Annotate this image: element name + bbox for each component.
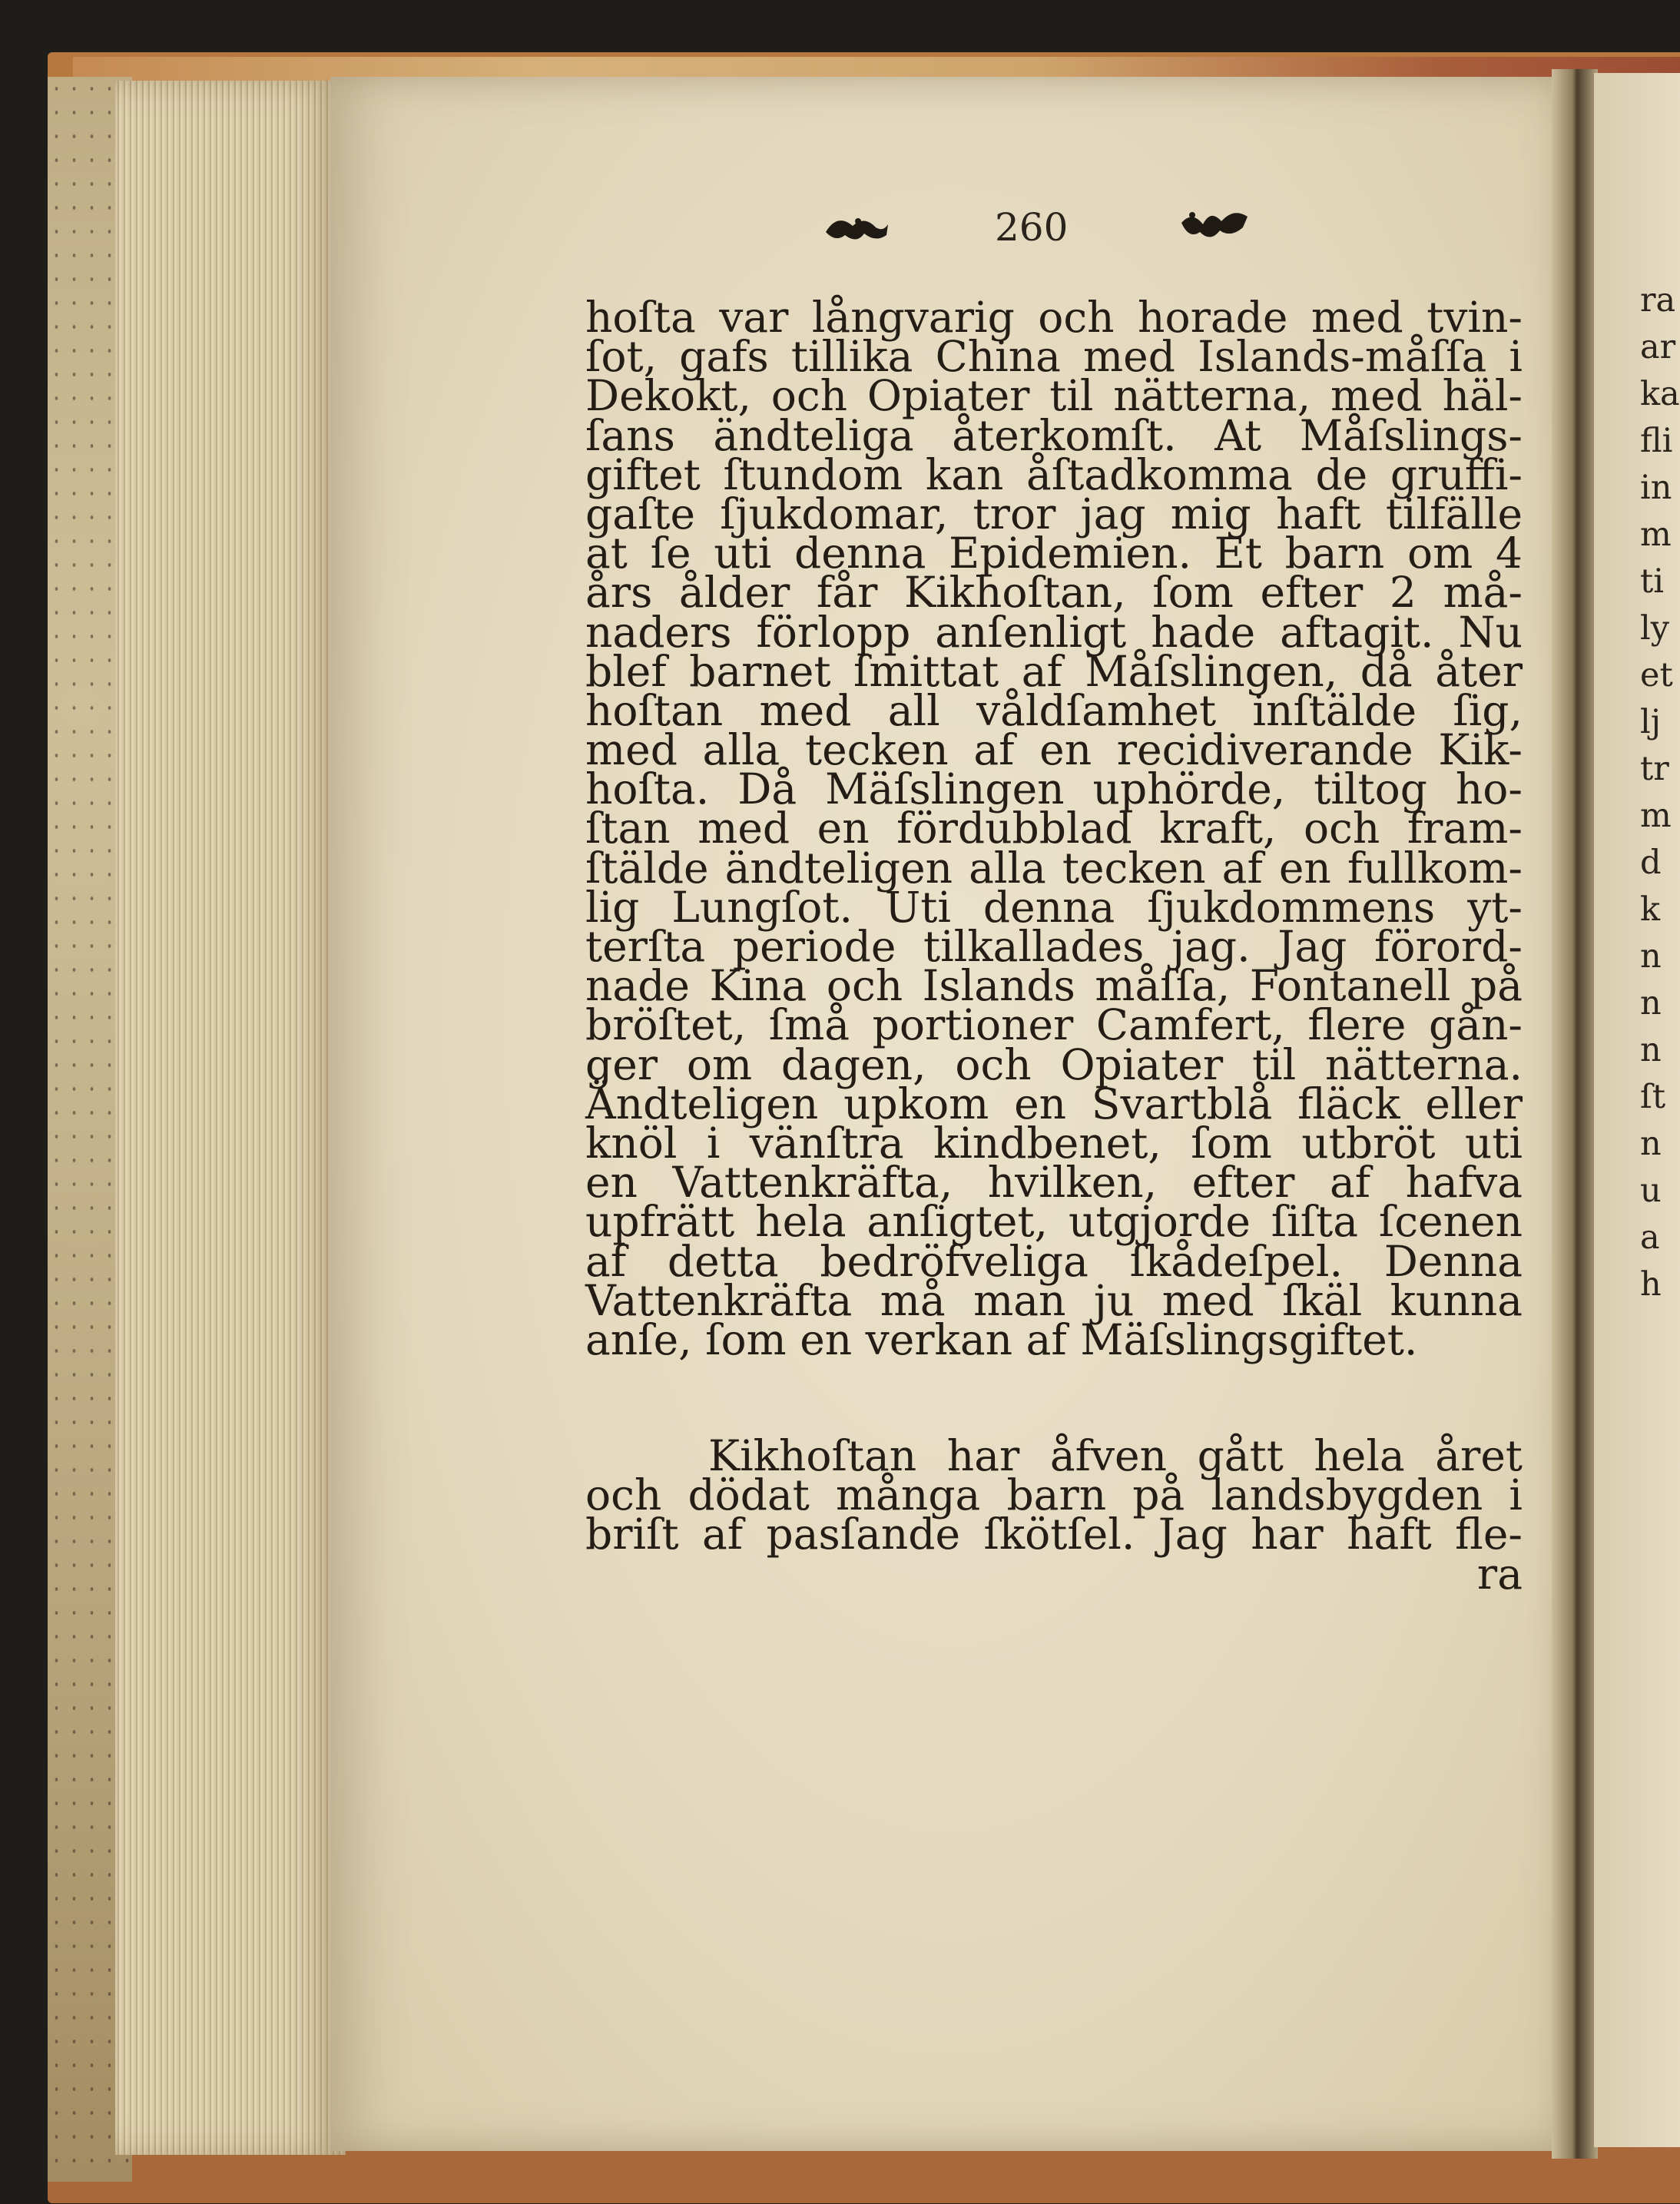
facing-page-fragment: et (1640, 656, 1673, 694)
text-line: terſta periode tilkallades jag. Jag förord- (585, 922, 1523, 971)
text-line: anſe, ſom en verkan af Mäſslingsgiftet. (585, 1314, 1418, 1364)
facing-page-fragment: ka (1640, 375, 1680, 413)
facing-page-fragment: n (1640, 984, 1662, 1022)
text-line: hoſta. Då Mäſslingen uphörde, tiltog ho- (585, 764, 1523, 814)
paragraph-2 (585, 1431, 1523, 1559)
text-line: och dödat många barn på landsbygden i (585, 1470, 1523, 1520)
text-line: af detta bedröfveliga ſkådeſpel. Denna (585, 1236, 1523, 1286)
facing-page-fragment: lj (1640, 703, 1662, 741)
facing-page-fragment: ſt (1640, 1078, 1666, 1116)
page-number: 260 (995, 205, 1069, 250)
facing-page-fragment: ti (1640, 562, 1665, 601)
facing-page-fragment: fli (1640, 422, 1673, 460)
text-line: naders förlopp anſenligt hade aftagit. Nu (585, 607, 1523, 657)
facing-page-fragment: h (1640, 1265, 1662, 1304)
facing-page-fragment: ar (1640, 328, 1676, 366)
facing-page-fragment: m (1640, 515, 1672, 554)
text-line: hoſtan med all våldſamhet inſtälde ſig, (585, 685, 1523, 735)
facing-page-fragment: m (1640, 797, 1672, 835)
text-line: nade Kina och Islands måſſa, Fontanell på (585, 961, 1523, 1011)
facing-page-fragment: n (1640, 937, 1662, 976)
facing-page-fragment: u (1640, 1172, 1662, 1210)
facing-page-fragment: tr (1640, 750, 1669, 788)
facing-page-fragment: d (1640, 843, 1662, 882)
facing-page-fragment: ly (1640, 609, 1670, 648)
catchword: ra (1476, 1549, 1523, 1599)
body-text (585, 293, 1523, 1599)
text-line: Ändteligen upkom en Svartblå fläck eller (585, 1079, 1523, 1129)
text-line: at ſe uti denna Epidemien. Et barn om 4 (585, 529, 1523, 578)
text-line: ger om dagen, och Opiater til nätterna. (585, 1039, 1523, 1089)
text-line: giftet ſtundom kan åſtadkomma de gruffi- (585, 449, 1523, 499)
fleuron-right-icon (1175, 204, 1252, 247)
fleuron-left-icon (822, 209, 891, 247)
page-edges (115, 81, 346, 2155)
text-line: ſans ändteliga återkomſt. At Måſslings- (585, 410, 1523, 460)
text-line: ſtälde ändteligen alla tecken af en fullkom- (585, 843, 1523, 893)
facing-page-fragment: k (1640, 890, 1661, 929)
facing-page-fragment: ra (1640, 281, 1676, 320)
text-line: Dekokt, och Opiater til nätterna, med häl- (585, 371, 1523, 421)
text-line: års ålder får Kikhoſtan, ſom efter 2 må- (585, 568, 1523, 618)
text-line: en Vattenkräfta, hvilken, efter af hafva (585, 1158, 1523, 1208)
paragraph-1 (585, 293, 1523, 1364)
text-line: gaſte ſjukdomar, tror jag mig haft tilfälle (585, 489, 1523, 539)
facing-page-fragment: n (1640, 1125, 1662, 1163)
facing-page-fragment: a (1640, 1218, 1660, 1257)
text-line: knöl i vänſtra kindbenet, ſom utbröt uti (585, 1118, 1523, 1168)
facing-page-fragment: in (1640, 469, 1672, 507)
facing-page-fragment: n (1640, 1031, 1662, 1069)
page-header (822, 201, 1252, 255)
text-line: ſot, gafs tillika China med Islands-måſſa i (585, 332, 1523, 382)
text-line: med alla tecken af en recidiverande Kik- (585, 725, 1523, 775)
text-line: lig Lungſot. Uti denna ſjukdommens yt- (585, 882, 1523, 932)
text-line: upfrätt hela anſigtet, utgjorde ſiſta ſcenen (585, 1197, 1523, 1247)
text-line: briſt af pasſande ſkötſel. Jag har haft fle- (585, 1510, 1523, 1559)
text-line: hoſta var långvarig och horade med tvin- (585, 293, 1523, 342)
text-line: Vattenkräfta må man ju med ſkäl kunna (585, 1275, 1523, 1325)
text-line: blef barnet ſmittat af Måſslingen, då åter (585, 646, 1523, 696)
text-line: ſtan med en fördubblad kraft, och fram- (585, 804, 1523, 853)
text-line: Kikhoſtan har åfven gått hela året (708, 1431, 1523, 1481)
book-gutter (1552, 69, 1598, 2159)
text-line: bröſtet, ſmå portioner Camfert, flere gån- (585, 1000, 1523, 1050)
